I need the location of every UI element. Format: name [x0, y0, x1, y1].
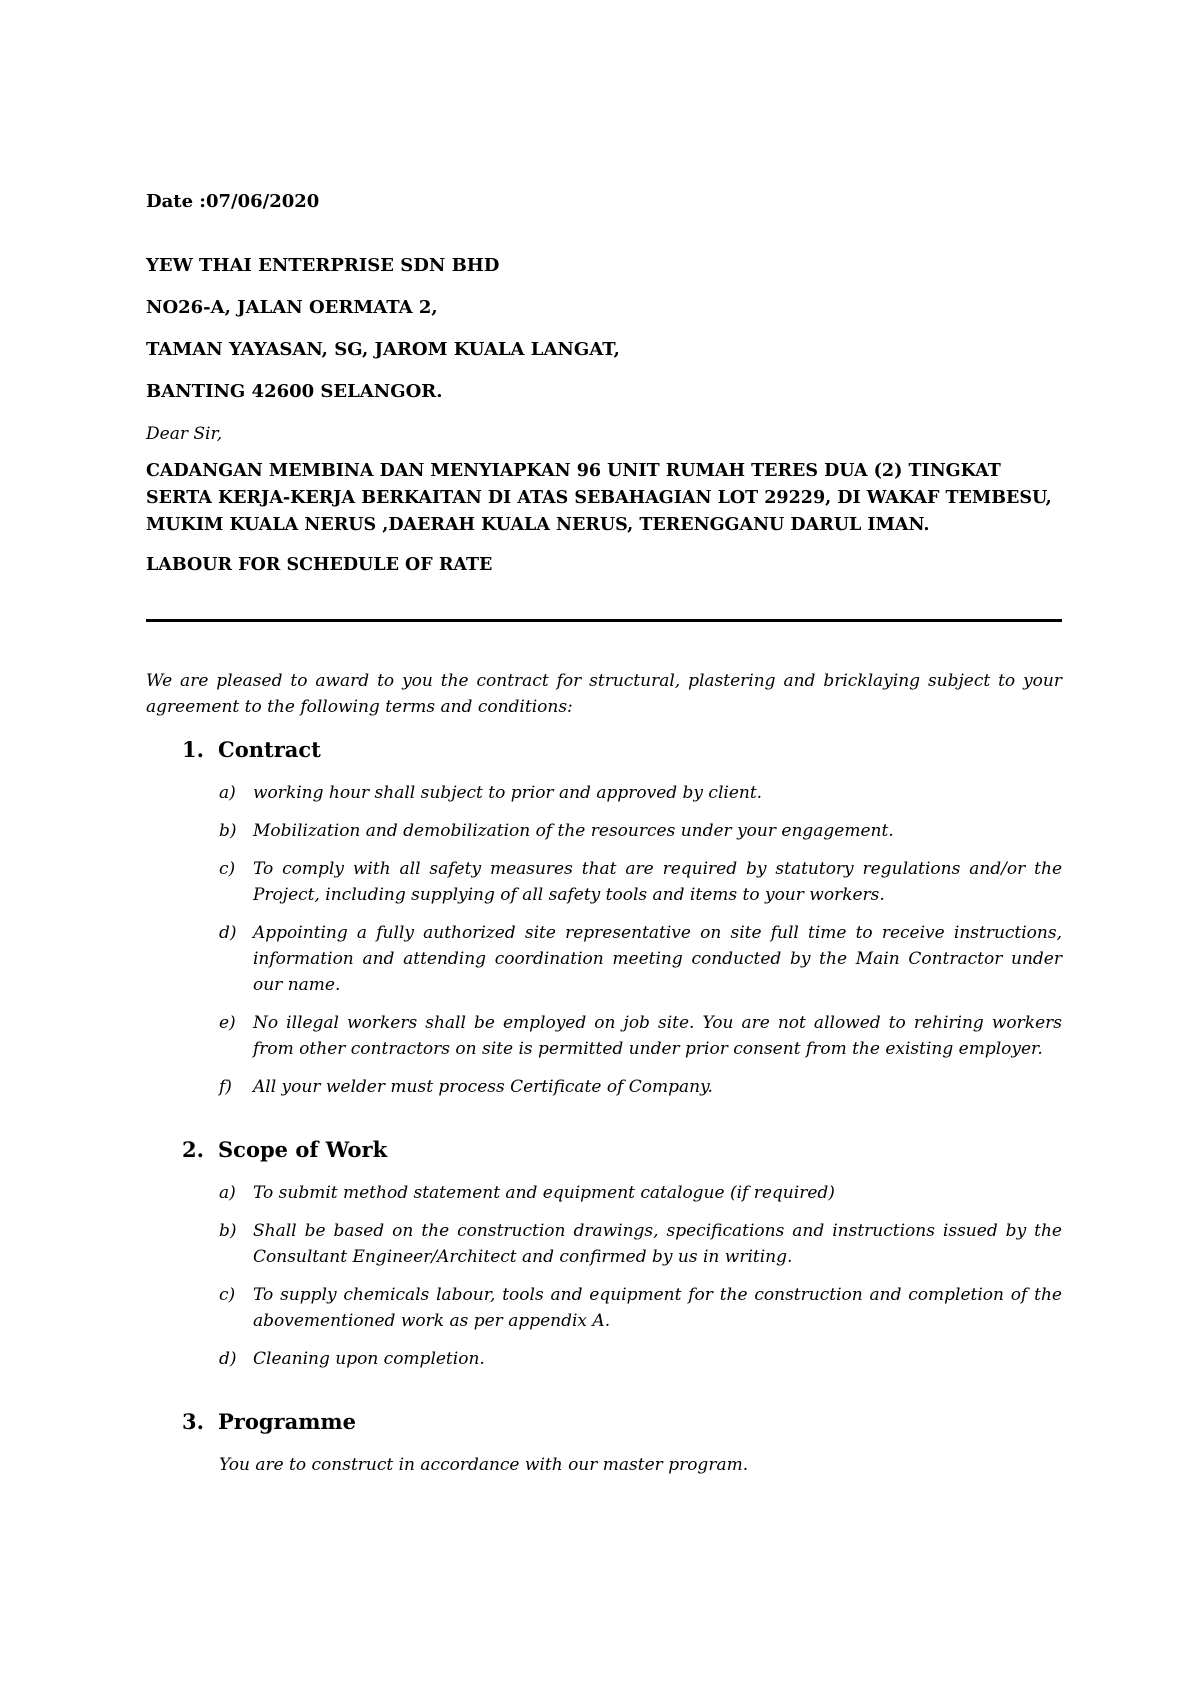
- list-item: [146, 1346, 1062, 1372]
- list-item: [146, 1218, 1062, 1270]
- subject-line-1: CADANGAN MEMBINA DAN MENYIAPKAN 96 UNIT RUMAH TERES DUA (2) TINGKAT: [146, 461, 1001, 481]
- letter-date: Date :07/06/2020: [146, 191, 320, 212]
- section-heading: [146, 1408, 1062, 1436]
- subject-line-2: SERTA KERJA-KERJA BERKAITAN DI ATAS SEBAHAGIAN LOT 29229, DI WAKAF TEMBESU,: [146, 488, 1052, 508]
- item-text: Mobilization and demobilization of the resources under your engagement.: [253, 821, 894, 841]
- item-marker: e): [219, 1013, 236, 1033]
- term-list: [146, 1180, 1062, 1372]
- item-marker: a): [219, 1183, 236, 1203]
- section-heading: [146, 1136, 1062, 1164]
- section-heading: [146, 736, 1062, 764]
- section-number: 1.: [182, 737, 204, 762]
- item-marker: c): [219, 859, 236, 879]
- item-text: To comply with all safety measures that are required by statutory regulations and/or the Project, including supplying of all safety tools and items to your workers.: [253, 859, 1062, 905]
- list-item: [146, 1180, 1062, 1206]
- section-programme: [146, 1408, 1062, 1478]
- section-scope-of-work: [146, 1136, 1062, 1372]
- item-marker: b): [219, 821, 237, 841]
- item-text: Cleaning upon completion.: [253, 1349, 485, 1369]
- item-marker: b): [219, 1221, 237, 1241]
- intro-paragraph: We are pleased to award to you the contract for structural, plastering and bricklaying subject to your agreement to the following terms and conditions:: [146, 671, 1062, 717]
- item-text: working hour shall subject to prior and approved by client.: [253, 783, 763, 803]
- subject-heading: [146, 458, 1062, 539]
- list-item: [146, 1282, 1062, 1334]
- section-number: 2.: [182, 1137, 204, 1162]
- programme-text: You are to construct in accordance with our master program.: [219, 1455, 749, 1475]
- item-text: No illegal workers shall be employed on job site. You are not allowed to rehiring workers from other contractors on site is permitted under prior consent from the existing employer.: [253, 1013, 1062, 1059]
- section-title: Programme: [218, 1409, 357, 1434]
- recipient-address-line-2: TAMAN YAYASAN, SG, JAROM KUALA LANGAT,: [146, 339, 620, 360]
- recipient-company: YEW THAI ENTERPRISE SDN BHD: [146, 255, 500, 276]
- item-marker: d): [219, 923, 237, 943]
- recipient-address-line-3: BANTING 42600 SELANGOR.: [146, 381, 443, 402]
- item-text: Shall be based on the construction drawings, specifications and instructions issued by the Consultant Engineer/Architect and confirmed by us in writing.: [253, 1221, 1062, 1267]
- recipient-address: [146, 254, 1062, 404]
- list-item: [146, 1074, 1062, 1100]
- section-contract: [146, 736, 1062, 1100]
- subject-line-3: MUKIM KUALA NERUS ,DAERAH KUALA NERUS, TERENGGANU DARUL IMAN.: [146, 515, 930, 535]
- section-title: Contract: [218, 737, 321, 762]
- horizontal-divider: [146, 619, 1062, 622]
- item-text: To submit method statement and equipment catalogue (if required): [253, 1183, 835, 1203]
- section-number: 3.: [182, 1409, 204, 1434]
- item-marker: d): [219, 1349, 237, 1369]
- list-item: [146, 780, 1062, 806]
- item-text: Appointing a fully authorized site representative on site full time to receive instructions, information and attending coordination meeting conducted by the Main Contractor under our name.: [253, 923, 1062, 995]
- salutation: Dear Sir,: [146, 424, 223, 444]
- list-item: [146, 920, 1062, 998]
- item-marker: c): [219, 1285, 236, 1305]
- recipient-address-line-1: NO26-A, JALAN OERMATA 2,: [146, 297, 438, 318]
- list-item: [146, 1010, 1062, 1062]
- item-marker: f): [219, 1077, 232, 1097]
- list-item: [146, 818, 1062, 844]
- section-title: Scope of Work: [218, 1137, 388, 1162]
- list-item: [146, 856, 1062, 908]
- letter-content: [146, 190, 1062, 1514]
- labour-heading: LABOUR FOR SCHEDULE OF RATE: [146, 555, 493, 575]
- item-text: To supply chemicals labour, tools and equipment for the construction and completion of the abovementioned work as per appendix A.: [253, 1285, 1062, 1331]
- term-list: [146, 780, 1062, 1100]
- item-text: All your welder must process Certificate of Company.: [253, 1077, 713, 1097]
- item-marker: a): [219, 783, 236, 803]
